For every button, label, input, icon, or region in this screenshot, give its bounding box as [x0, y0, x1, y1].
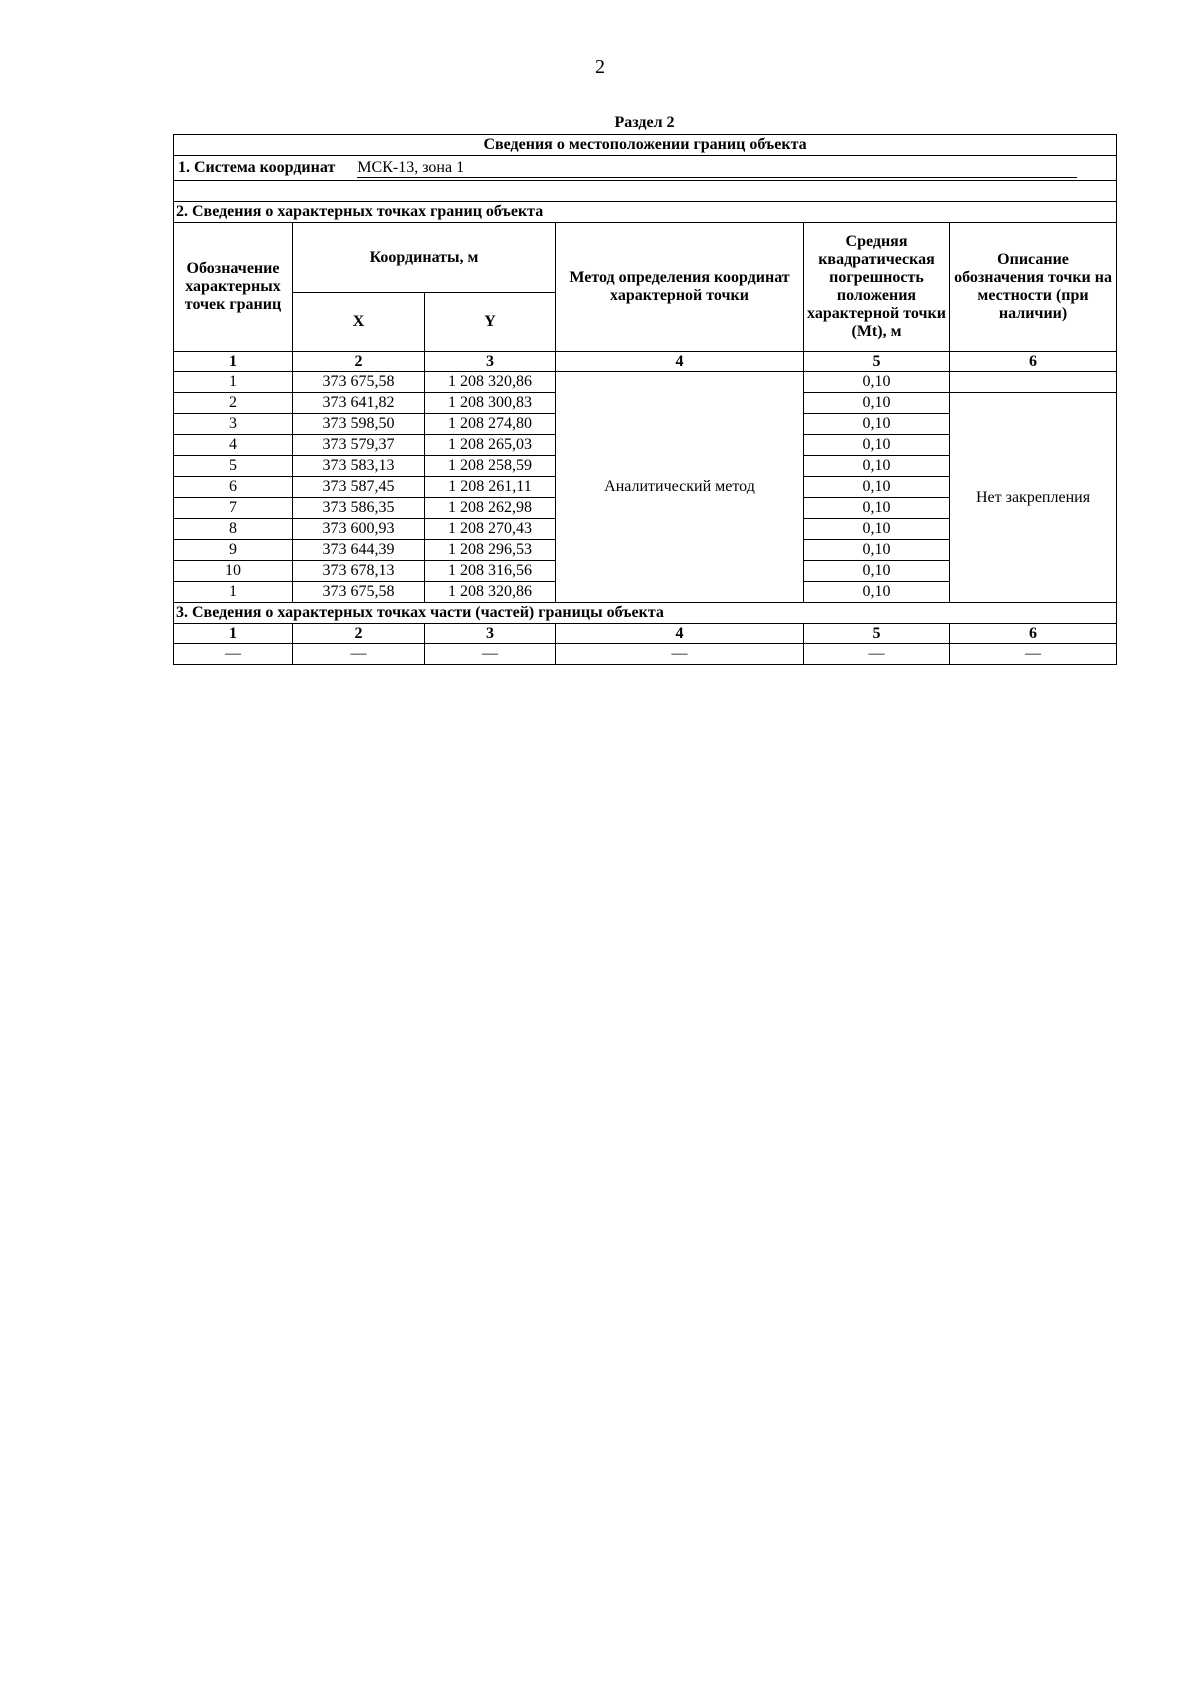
coord-y: 1 208 296,53: [425, 540, 556, 561]
boundary-table: [173, 134, 1117, 665]
coord-x: 373 587,45: [293, 477, 425, 498]
coord-y: 1 208 270,43: [425, 519, 556, 540]
dash-cell: —: [804, 644, 950, 665]
parts-row: [174, 644, 1117, 665]
parts-section-row: [174, 603, 1117, 624]
mt-value: 0,10: [804, 477, 950, 498]
coord-x: 373 678,13: [293, 561, 425, 582]
coord-y: 1 208 316,56: [425, 561, 556, 582]
empty-row: [174, 181, 1117, 202]
coord-x: 373 583,13: [293, 456, 425, 477]
column-number: 2: [293, 624, 425, 644]
point-number: 7: [174, 498, 293, 519]
coord-y: 1 208 265,03: [425, 435, 556, 456]
coord-y: 1 208 300,83: [425, 393, 556, 414]
header-y: Y: [425, 293, 556, 352]
point-number: 8: [174, 519, 293, 540]
column-number: 6: [950, 624, 1117, 644]
mt-value: 0,10: [804, 498, 950, 519]
header-method: Метод определения координат характерной точки: [556, 223, 804, 352]
parts-section-title: 3. Сведения о характерных точках части (частей) границы объекта: [174, 603, 1117, 624]
description-empty: [950, 372, 1117, 393]
point-number: 2: [174, 393, 293, 414]
column-number: 4: [556, 624, 804, 644]
dash-cell: —: [425, 644, 556, 665]
mt-value: 0,10: [804, 435, 950, 456]
dash-cell: —: [556, 644, 804, 665]
header-error: Средняя квадратическая погрешность положения характерной точки (Mt), м: [804, 223, 950, 352]
mt-value: 0,10: [804, 561, 950, 582]
column-number: 4: [556, 352, 804, 372]
table-row: [174, 372, 1117, 393]
method-value: Аналитический метод: [556, 372, 804, 603]
description-value: Нет закрепления: [950, 393, 1117, 603]
point-number: 4: [174, 435, 293, 456]
table-title: Сведения о местоположении границ объекта: [174, 135, 1117, 156]
coord-system-label: 1. Система координат: [178, 158, 336, 176]
coord-x: 373 586,35: [293, 498, 425, 519]
coord-system-row: [174, 156, 1117, 181]
point-number: 9: [174, 540, 293, 561]
mt-value: 0,10: [804, 456, 950, 477]
coord-y: 1 208 258,59: [425, 456, 556, 477]
header-coords: Координаты, м: [293, 223, 556, 293]
column-number: 3: [425, 352, 556, 372]
coord-x: 373 675,58: [293, 372, 425, 393]
coord-y: 1 208 320,86: [425, 582, 556, 603]
mt-value: 0,10: [804, 393, 950, 414]
dash-cell: —: [174, 644, 293, 665]
column-number: 6: [950, 352, 1117, 372]
point-number: 1: [174, 582, 293, 603]
coord-x: 373 644,39: [293, 540, 425, 561]
column-number: 1: [174, 624, 293, 644]
point-number: 5: [174, 456, 293, 477]
point-number: 6: [174, 477, 293, 498]
coord-x: 373 600,93: [293, 519, 425, 540]
mt-value: 0,10: [804, 372, 950, 393]
coord-y: 1 208 262,98: [425, 498, 556, 519]
column-number-row: [174, 352, 1117, 372]
coord-x: 373 598,50: [293, 414, 425, 435]
column-number: 1: [174, 352, 293, 372]
dash-cell: —: [293, 644, 425, 665]
column-number: 3: [425, 624, 556, 644]
coord-x: 373 641,82: [293, 393, 425, 414]
column-number: 2: [293, 352, 425, 372]
coord-y: 1 208 261,11: [425, 477, 556, 498]
header-x: X: [293, 293, 425, 352]
mt-value: 0,10: [804, 414, 950, 435]
dash-cell: —: [950, 644, 1117, 665]
coord-x: 373 675,58: [293, 582, 425, 603]
point-number: 3: [174, 414, 293, 435]
parts-column-number-row: [174, 624, 1117, 644]
mt-value: 0,10: [804, 519, 950, 540]
points-section-title: 2. Сведения о характерных точках границ объекта: [174, 202, 1117, 223]
section-title: Раздел 2: [614, 114, 675, 131]
mt-value: 0,10: [804, 540, 950, 561]
point-number: 10: [174, 561, 293, 582]
mt-value: 0,10: [804, 582, 950, 603]
coord-y: 1 208 320,86: [425, 372, 556, 393]
header-description: Описание обозначения точки на местности (при наличии): [950, 223, 1117, 352]
page-number: 2: [595, 56, 605, 78]
point-number: 1: [174, 372, 293, 393]
coord-y: 1 208 274,80: [425, 414, 556, 435]
coord-system-value: МСК-13, зона 1: [357, 159, 1077, 178]
coord-x: 373 579,37: [293, 435, 425, 456]
column-number: 5: [804, 352, 950, 372]
header-point: Обозначение характерных точек границ: [174, 223, 293, 352]
column-number: 5: [804, 624, 950, 644]
